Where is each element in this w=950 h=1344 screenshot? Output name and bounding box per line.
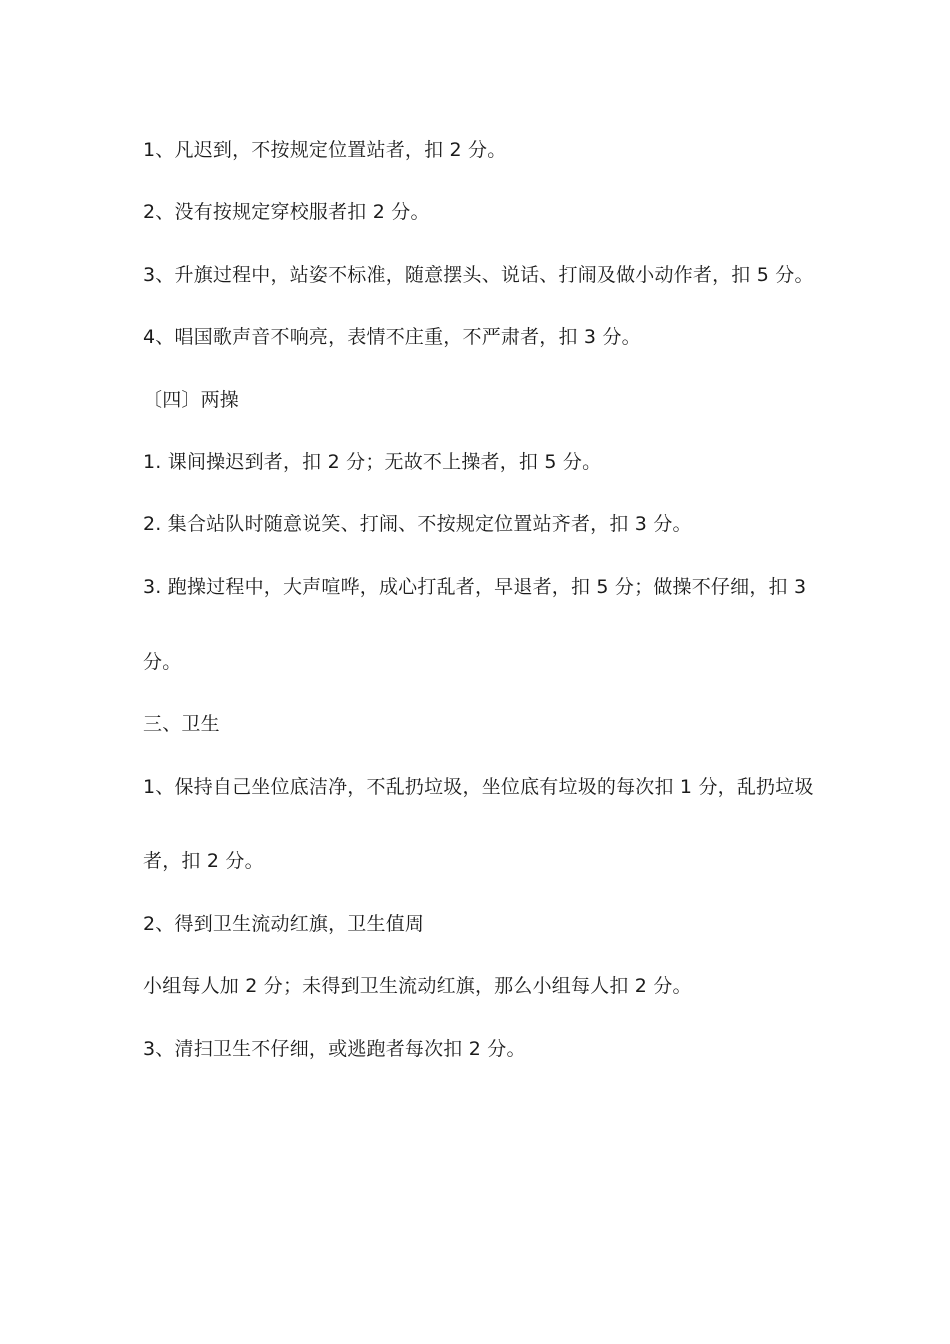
rule-line-2: 2、没有按规定穿校服者扣 2 分。	[143, 201, 430, 223]
rule-line-4: 4、唱国歌声音不响亮，表情不庄重，不严肃者，扣 3 分。	[143, 326, 641, 348]
exercise-rule-1: 1. 课间操迟到者，扣 2 分；无故不上操者，扣 5 分。	[143, 451, 602, 473]
section-heading-hygiene: 三、卫生	[143, 713, 220, 735]
hygiene-rule-2: 2、得到卫生流动红旗，卫生值周	[143, 913, 425, 935]
exercise-rule-2: 2. 集合站队时随意说笑、打闹、不按规定位置站齐者，扣 3 分。	[143, 513, 692, 535]
rule-line-3: 3、升旗过程中，站姿不标准，随意摆头、说话、打闹及做小动作者，扣 5 分。	[143, 264, 814, 286]
rule-line-1: 1、凡迟到，不按规定位置站者，扣 2 分。	[143, 139, 507, 161]
exercise-rule-3: 3. 跑操过程中，大声喧哗，成心打乱者，早退者，扣 5 分；做操不仔细，扣 3	[143, 576, 807, 598]
hygiene-rule-1-continued: 者，扣 2 分。	[143, 850, 264, 872]
hygiene-rule-3: 3、清扫卫生不仔细，或逃跑者每次扣 2 分。	[143, 1038, 526, 1060]
hygiene-rule-2-continued: 小组每人加 2 分；未得到卫生流动红旗，那么小组每人扣 2 分。	[143, 975, 692, 997]
section-heading-two-exercises: 〔四〕两操	[143, 389, 240, 411]
exercise-rule-3-continued: 分。	[143, 651, 182, 673]
hygiene-rule-1: 1、保持自己坐位底洁净，不乱扔垃圾，坐位底有垃圾的每次扣 1 分，乱扔垃圾	[143, 776, 814, 798]
